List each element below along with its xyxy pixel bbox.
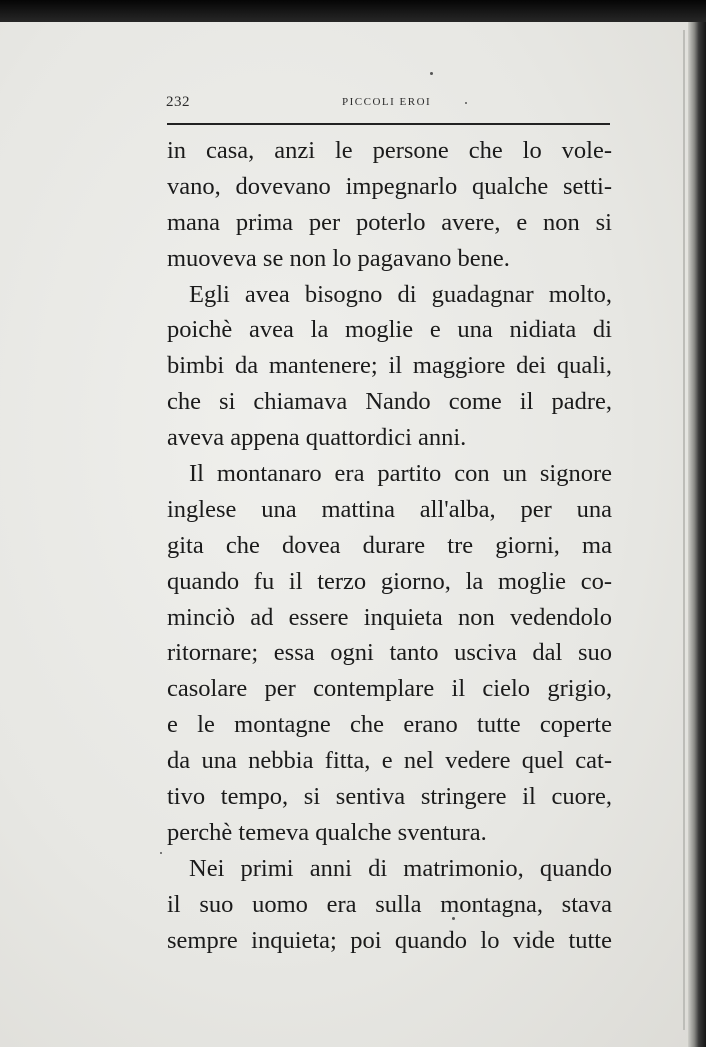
running-header — [166, 78, 610, 118]
page-edge-line — [683, 30, 685, 1030]
running-title: PICCOLI EROI — [342, 96, 432, 108]
ink-speck — [160, 852, 162, 854]
text-line: mana prima per poterlo avere, e non si — [167, 208, 612, 236]
text-line: perchè temeva qualche sventura. — [167, 818, 487, 846]
text-line: inglese una mattina all'alba, per una — [167, 495, 612, 523]
body-text — [167, 133, 612, 958]
text-line: in casa, anzi le persone che lo vole- — [167, 137, 612, 164]
text-line: Nei primi anni di matrimonio, quando — [189, 854, 612, 882]
text-line: e le montagne che erano tutte coperte — [167, 711, 612, 739]
text-line: casolare per contemplare il cielo grigio, — [167, 675, 612, 703]
text-line: gita che dovea durare tre giorni, ma — [167, 531, 612, 559]
text-line: vano, dovevano impegnarlo qualche setti- — [167, 172, 612, 200]
text-line: da una nebbia fitta, e nel vedere quel cat- — [167, 747, 612, 775]
text-line: bimbi da mantenere; il maggiore dei quali, — [167, 352, 612, 380]
text-line: che si chiamava Nando come il padre, — [167, 388, 612, 416]
text-line: poichè avea la moglie e una nidiata di — [167, 316, 612, 344]
page-number: 232 — [166, 94, 190, 110]
text-line: ritornare; essa ogni tanto usciva dal suo — [167, 639, 612, 667]
text-line: muoveva se non lo pagavano bene. — [167, 244, 510, 272]
text-line: aveva appena quattordici anni. — [167, 424, 467, 452]
book-spine-edge — [688, 22, 706, 1047]
text-line: Egli avea bisogno di guadagnar molto, — [189, 280, 612, 308]
text-line: Il montanaro era partito con un signore — [189, 460, 612, 488]
text-line: sempre inquieta; poi quando lo vide tutte — [167, 926, 612, 954]
header-rule — [167, 123, 610, 125]
text-line: tivo tempo, si sentiva stringere il cuore, — [167, 783, 612, 811]
text-line: quando fu il terzo giorno, la moglie co- — [167, 567, 612, 595]
text-line: il suo uomo era sulla montagna, stava — [167, 890, 612, 918]
scan-top-shadow — [0, 0, 706, 24]
ink-speck — [430, 72, 433, 75]
text-line: minciò ad essere inquieta non vedendolo — [167, 603, 612, 631]
